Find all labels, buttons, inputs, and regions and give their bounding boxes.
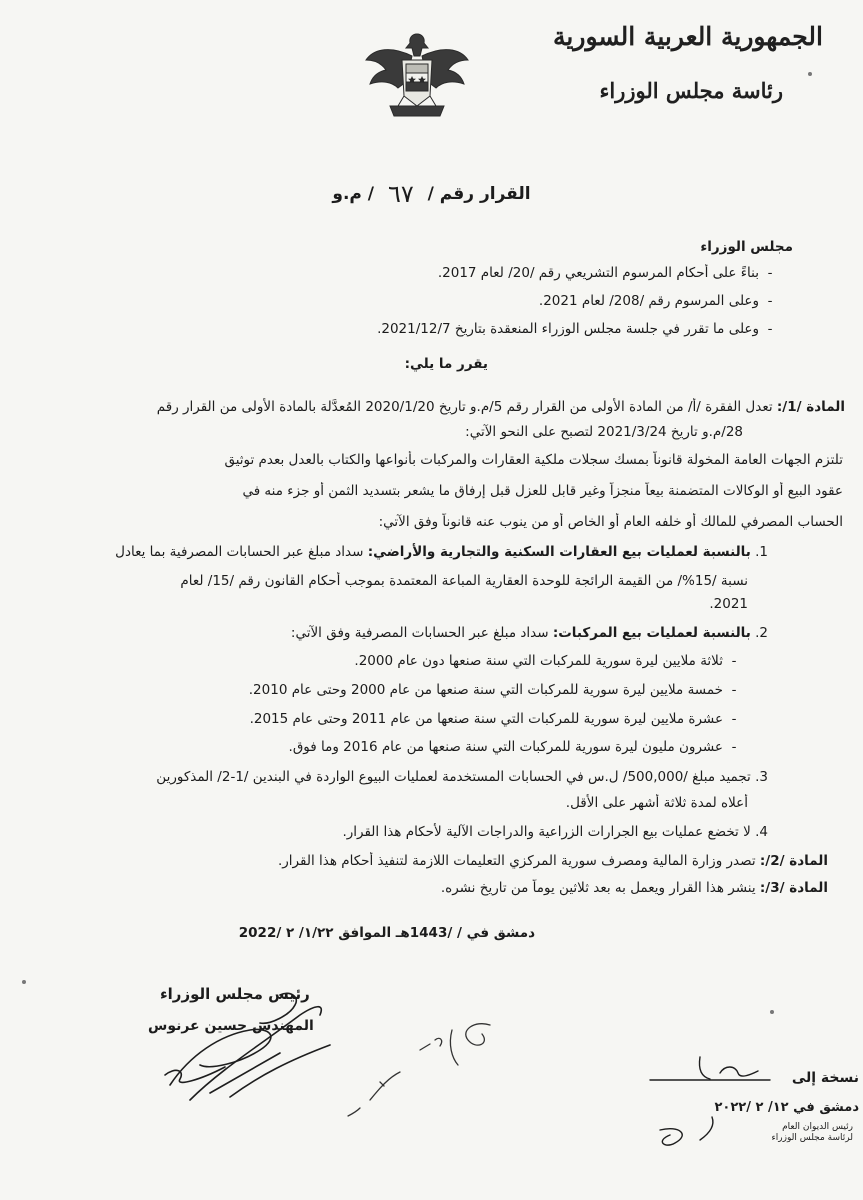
handwritten-initials-icon — [640, 1045, 840, 1155]
copy-date: دمشق في ١٢/ ٢ /٢٠٢٢ — [714, 1100, 859, 1115]
scan-speck — [770, 1010, 774, 1014]
item-4-line: 4. لا تخضع عمليات بيع الجرارات الزراعية والدراجات الآلية لأحكام هذا القرار. — [342, 824, 768, 840]
decision-number — [0, 180, 863, 208]
item-3-first-line: 3. تجميد مبلغ /500,000/ ل.س في الحسابات المستخدمة لعمليات البيوع الواردة في البندين /1-2/ المذكورين — [156, 769, 768, 785]
item-1-second-line: نسبة /15%/ من القيمة الرائجة للوحدة العقارية المباعة المعتمدة بموجب أحكام القانون رقم /15/ لعام — [180, 573, 748, 589]
article-1-paragraph-line: عقود البيع أو الوكالات المتضمنة بيعاً منجزاً وغير قابل للعزل قبل إرفاق ما يشعر بتسديد الثمن أو جزء منه في — [242, 483, 843, 499]
signature-name: المهندس حسين عرنوس — [148, 1018, 314, 1034]
preamble-item: -بناءً على أحكام المرسوم التشريعي رقم /20/ لعام 2017. — [437, 265, 773, 281]
copy-signer: رئيس الديوان العام لرئاسة مجلس الوزراء — [771, 1122, 853, 1143]
preamble-item: -وعلى المرسوم رقم /208/ لعام 2021. — [538, 293, 773, 309]
vehicle-tier-item: -ثلاثة ملايين ليرة سورية للمركبات التي سنة صنعها دون عام 2000. — [354, 653, 737, 669]
article-1-first-line: المادة /1/: تعدل الفقرة /أ/ من المادة الأولى من القرار رقم 5/م.و تاريخ 2020/1/20 المُعدَّلة بالمادة الأولى من القرار رقم — [156, 399, 845, 415]
eagle-emblem-icon — [362, 26, 472, 126]
presidency-heading: رئاسة مجلس الوزراء — [599, 78, 783, 103]
article-2-label: المادة /2/: — [759, 853, 828, 869]
article-1-paragraph-line: تلتزم الجهات العامة المخولة قانوناً بمسك سجلات ملكية العقارات والمركبات بأنواعها والكتاب بالعدل بعدم توثيق — [224, 452, 843, 468]
article-1-second-line: 28/م.و تاريخ 2021/3/24 لتصبح على النحو الآتي: — [465, 424, 743, 440]
item-3-second-line: أعلاه لمدة ثلاثة أشهر على الأقل. — [565, 795, 748, 811]
copy-to-label: نسخة إلى — [791, 1070, 859, 1086]
article-1-label: المادة /1/: — [776, 399, 845, 415]
preamble-item: -وعلى ما تقرر في جلسة مجلس الوزراء المنعقدة بتاريخ 2021/12/7. — [377, 321, 773, 337]
article-1-paragraph-line: الحساب المصرفي للمالك أو خلفه العام أو الخاص أو من ينوب عنه قانوناً وفق الآتي: — [378, 514, 843, 530]
article-3-line: المادة /3/: ينشر هذا القرار ويعمل به بعد ثلاثين يوماً من تاريخ نشره. — [440, 880, 828, 896]
item-2-first-line: 2. بالنسبة لعمليات بيع المركبات: سداد مبلغ عبر الحسابات المصرفية وفق الآتي: — [290, 625, 768, 641]
handwritten-signature-icon — [130, 975, 370, 1115]
vehicle-tier-item: -عشرة ملايين ليرة سورية للمركبات التي سنة صنعها من عام 2011 وحتى عام 2015. — [249, 711, 737, 727]
scan-speck — [22, 980, 26, 984]
decision-suffix: / م.و — [332, 184, 375, 204]
article-3-label: المادة /3/: — [759, 880, 828, 896]
scan-speck — [808, 72, 812, 76]
article-2-line: المادة /2/: تصدر وزارة المالية ومصرف سورية المركزي التعليمات اللازمة لتنفيذ أحكام هذا القرار. — [278, 853, 828, 869]
dateline: دمشق في / /1443هـ الموافق ١/٢٢/ ٢ /2022 — [238, 925, 535, 941]
handwritten-note-icon — [340, 1010, 510, 1120]
decision-number-handwritten: ٦٧ — [387, 180, 414, 208]
item-1-third-line: 2021. — [709, 596, 748, 612]
item-1-first-line: 1. بالنسبة لعمليات بيع العقارات السكنية والتجارية والأراضي: سداد مبلغ عبر الحسابات المصرفية بما يعادل — [115, 544, 768, 560]
decision-label: القرار رقم / — [427, 184, 531, 204]
signature-title: رئيس مجلس الوزراء — [160, 985, 310, 1003]
republic-heading: الجمهورية العربية السورية — [553, 22, 823, 51]
council-heading: مجلس الوزراء — [700, 239, 793, 255]
vehicle-tier-item: -خمسة ملايين ليرة سورية للمركبات التي سنة صنعها من عام 2000 وحتى عام 2010. — [248, 682, 737, 698]
vehicle-tier-item: -عشرون مليون ليرة سورية للمركبات التي سنة صنعها من عام 2016 وما فوق. — [288, 739, 737, 755]
decides-heading: يقرر ما يلي: — [404, 356, 488, 372]
